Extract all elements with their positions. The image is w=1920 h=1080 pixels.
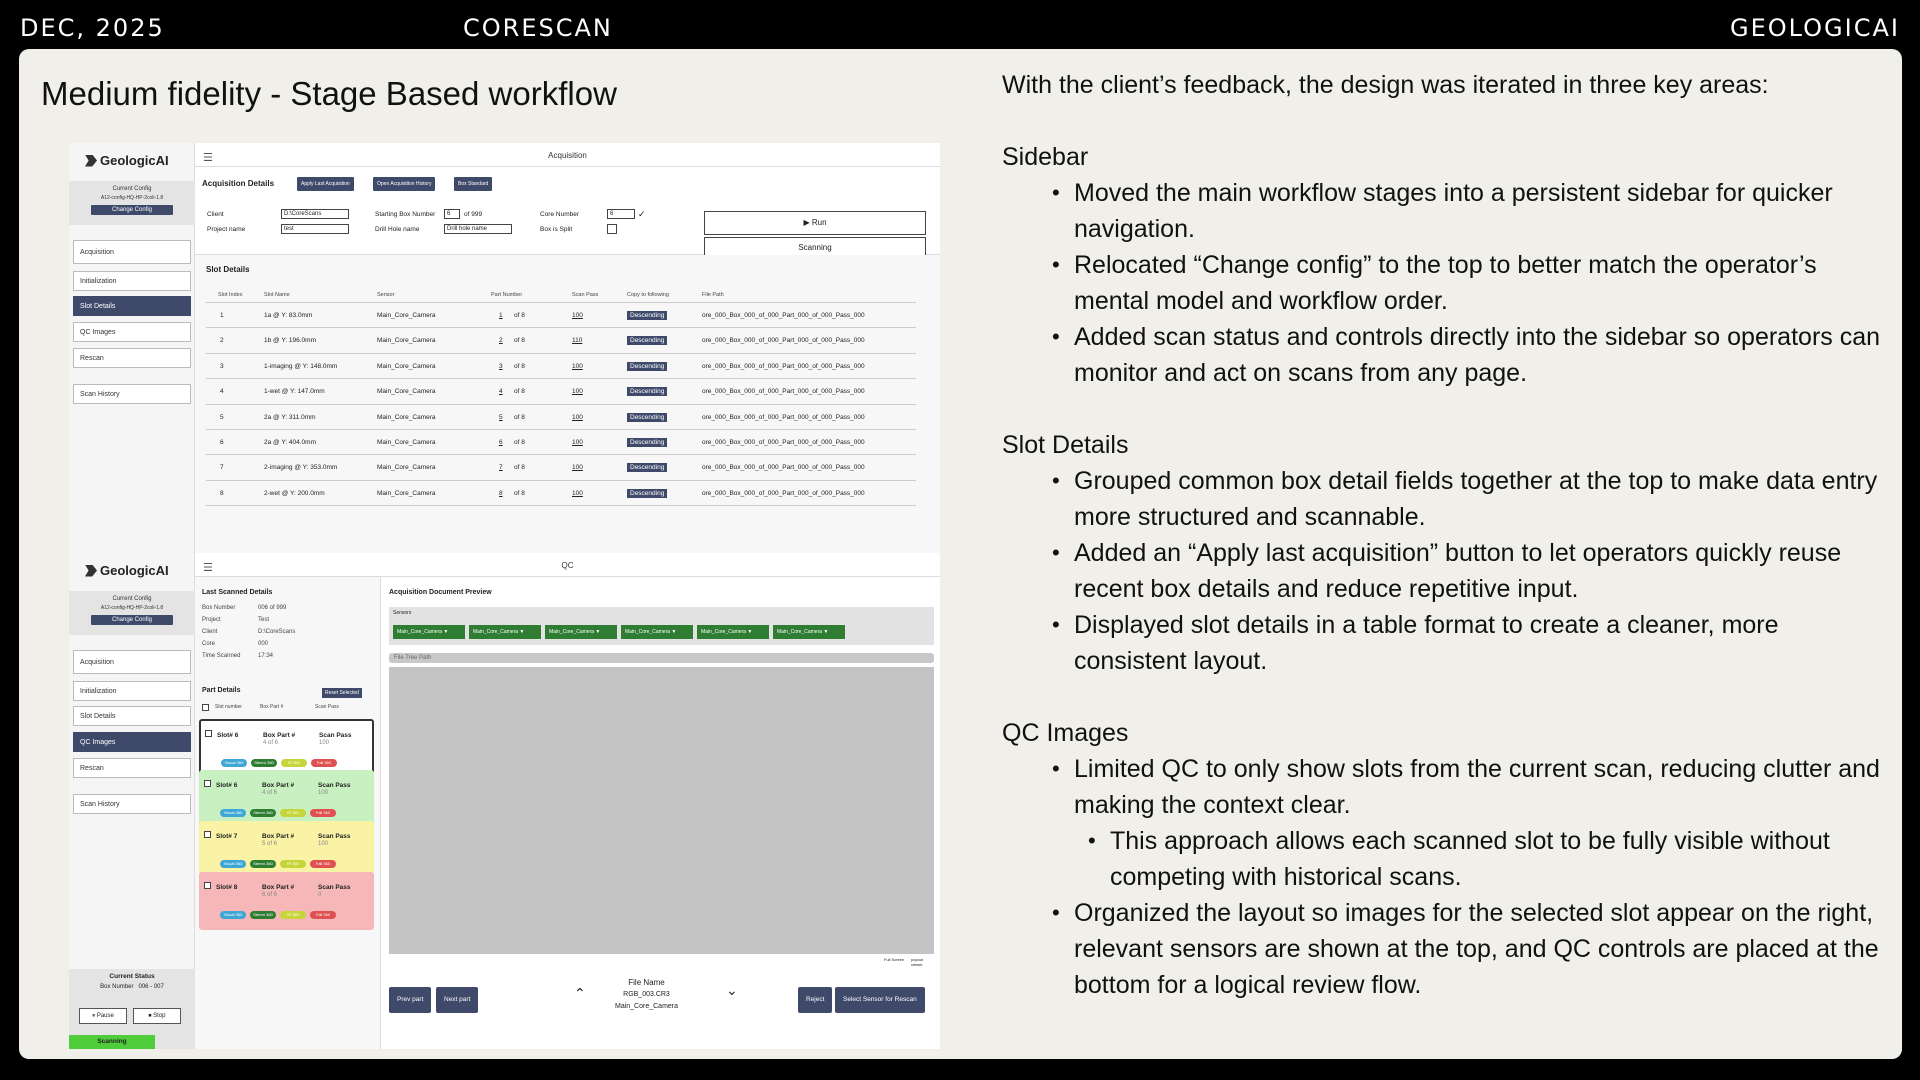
cell-scan-pass[interactable]: 100 — [572, 464, 583, 472]
sensor-dropdown[interactable] — [393, 625, 465, 639]
popout-viewer-button[interactable]: popout viewer — [911, 957, 924, 967]
col-part-number: Part Number — [491, 292, 523, 298]
chevron-down-icon[interactable]: ⌄ — [726, 982, 738, 998]
client-input[interactable]: D:\CoreScans — [281, 209, 349, 219]
notes-sections — [1002, 139, 1882, 1003]
menu-icon[interactable]: ☰ — [203, 152, 213, 164]
notes-column — [1002, 67, 1882, 1003]
cell-slot-name: 2-imaging @ Y: 353.0mm — [264, 464, 338, 472]
detail-core — [202, 641, 269, 647]
col-scan-pass: Scan Pass — [315, 704, 339, 710]
cell-file-path: ore_000_Box_000_of_000_Part_000_of_000_Pass_000 — [702, 312, 865, 319]
caret-down-icon: ▼ — [518, 629, 525, 635]
caret-down-icon: ▼ — [442, 629, 449, 635]
config-box — [69, 181, 195, 225]
part-checkbox[interactable] — [204, 780, 211, 787]
col-scan-pass: Scan Pass — [572, 292, 599, 298]
bullet-text: Limited QC to only show slots from the current scan, reducing clutter and making the context clear. — [1074, 755, 1880, 819]
sensor-chip[interactable]: Stereo 360 — [250, 911, 276, 919]
box-part-label: Box Part # — [262, 782, 295, 789]
bullet-text: Relocated “Change config” to the top to better match the operator’s mental model and workflow order. — [1074, 251, 1817, 315]
sensor-dropdown[interactable] — [621, 625, 693, 639]
scan-pass-label: Scan Pass — [318, 884, 351, 891]
menu-icon[interactable]: ☰ — [203, 562, 213, 574]
sub-bullet-list — [1110, 823, 1882, 895]
bullet-item — [1074, 535, 1882, 607]
brand-label: GEOLOGICAI — [1730, 14, 1900, 42]
table-body — [206, 303, 916, 506]
part-card[interactable] — [199, 872, 374, 930]
starting-box-label: Starting Box Number — [375, 211, 436, 218]
starting-box-of: of 999 — [464, 211, 483, 218]
table-row[interactable] — [206, 455, 916, 480]
bullet-list — [1074, 751, 1882, 1003]
sensor-chip[interactable]: Fall 360 — [310, 809, 336, 817]
file-tree-path[interactable]: File Tree Path — [389, 653, 934, 663]
slot-details-panel — [195, 255, 940, 553]
logo-text: GeologicAI — [100, 153, 169, 168]
logo — [85, 153, 169, 168]
col-slot-index: Slot Index — [218, 292, 243, 298]
scan-pass-label: Scan Pass — [318, 833, 351, 840]
sensor-chip[interactable]: Visual 360 — [220, 809, 246, 817]
sensor-chip[interactable]: Visual 360 — [220, 860, 246, 868]
drill-hole-label: Drill Hole name — [375, 226, 420, 233]
sensor-chips — [220, 860, 336, 868]
status-box — [69, 984, 195, 990]
bullet-text: Added scan status and controls directly into the sidebar so operators can monitor and act on scans from any page. — [1074, 323, 1881, 387]
next-part-button[interactable]: Next part — [436, 987, 478, 1013]
cell-file-path: ore_000_Box_000_of_000_Part_000_of_000_Pass_000 — [702, 413, 865, 421]
bullet-item — [1074, 463, 1882, 535]
cell-sensor: Main_Core_Camera — [377, 438, 436, 446]
table-row[interactable] — [206, 328, 916, 353]
cell-slot-name: 1-imaging @ Y: 148.0mm — [264, 362, 338, 370]
cell-sensor: Main_Core_Camera — [377, 388, 436, 396]
sensor-chip[interactable]: IR 360 — [280, 809, 306, 817]
status-box-value: 006 - 007 — [138, 984, 164, 990]
cell-part-of: of 8 — [514, 362, 525, 370]
detail-value: 000 — [258, 641, 269, 647]
box-part-label: Box Part # — [262, 884, 295, 891]
cell-slot-index: 3 — [220, 362, 224, 370]
box-part-value: 5 of 6 — [262, 841, 278, 847]
slot-label: Slot# 6 — [217, 732, 239, 739]
pause-button[interactable] — [79, 1008, 127, 1024]
sidebar-item-slot-details[interactable]: Slot Details — [73, 706, 191, 726]
bullet-text: Added an “Apply last acquisition” button to let operators quickly reuse recent box details and reduce repetitive input. — [1074, 539, 1842, 603]
preview-title: Acquisition Document Preview — [389, 589, 492, 596]
sensor-dropdown[interactable] — [469, 625, 541, 639]
cell-file-path: ore_000_Box_000_of_000_Part_000_of_000_Pass_000 — [702, 362, 865, 370]
cell-sensor: Main_Core_Camera — [377, 413, 436, 421]
caret-down-icon: ▼ — [594, 629, 601, 635]
sensor-chip[interactable]: Stereo 360 — [250, 809, 276, 817]
section-heading: Sidebar — [1002, 143, 1089, 171]
cell-part-of: of 8 — [514, 413, 525, 421]
sensors-label: Sensors — [393, 610, 412, 616]
cell-file-path: ore_000_Box_000_of_000_Part_000_of_000_Pass_000 — [702, 438, 865, 446]
part-card[interactable] — [199, 719, 374, 777]
sensor-name: Main_Core_Camera — [625, 629, 671, 635]
sensor-name: Main_Core_Camera — [701, 629, 747, 635]
sensor-chip[interactable]: IR 360 — [280, 911, 306, 919]
scan-pass-value: 0 — [318, 892, 322, 898]
detail-time-scanned — [202, 653, 274, 659]
full-screen-button[interactable]: Full Screen — [884, 957, 905, 962]
detail-value: Test — [258, 617, 270, 623]
cell-copy-following[interactable]: Descending — [627, 438, 667, 447]
cell-slot-index: 8 — [220, 489, 224, 497]
bullet-item — [1074, 751, 1882, 895]
config-box — [69, 591, 195, 635]
sensor-chip[interactable]: Stereo 360 — [250, 860, 276, 868]
caret-down-icon: ▼ — [746, 629, 753, 635]
bullet-item — [1074, 175, 1882, 247]
notes-section — [1002, 427, 1882, 679]
sensor-chip[interactable]: Fall 360 — [310, 911, 336, 919]
part-checkbox[interactable] — [204, 882, 211, 889]
reject-button[interactable]: Reject — [798, 987, 832, 1013]
sensor-chip[interactable]: IR 360 — [280, 860, 306, 868]
cell-slot-name: 2a @ Y: 311.0mm — [264, 413, 316, 421]
cell-slot-index: 4 — [220, 388, 224, 396]
cell-copy-following[interactable]: Descending — [627, 489, 667, 498]
sensor-chip[interactable]: Fall 360 — [311, 759, 337, 767]
sidebar-item-initialization[interactable]: Initialization — [73, 681, 191, 701]
logo-icon — [85, 565, 97, 577]
cell-sensor: Main_Core_Camera — [377, 464, 436, 472]
document-preview — [381, 577, 940, 1049]
bullet-text: Moved the main workflow stages into a persistent sidebar for quicker navigation. — [1074, 179, 1833, 243]
sidebar-item-qc-images[interactable]: QC Images — [73, 732, 191, 752]
table-row[interactable] — [206, 430, 916, 455]
select-all-checkbox[interactable] — [202, 704, 209, 711]
cell-part-of: of 8 — [514, 438, 525, 446]
box-standard-button[interactable]: Box Standard — [454, 177, 492, 191]
select-sensor-rescan-button[interactable]: Select Sensor for Rescan — [835, 987, 925, 1013]
detail-value: D:\CoreScans — [258, 629, 296, 635]
prev-part-button[interactable]: Prev part — [389, 987, 431, 1013]
col-slot-number: Slot number — [215, 704, 242, 710]
cell-part-of: of 8 — [514, 489, 525, 497]
sensor-dropdown[interactable] — [773, 625, 845, 639]
status-title: Current Status — [109, 973, 155, 980]
core-number-label: Core Number — [540, 211, 580, 218]
part-card[interactable] — [199, 770, 374, 828]
cell-slot-index: 6 — [220, 438, 224, 446]
cell-slot-name: 2a @ Y: 404.0mm — [264, 438, 317, 446]
caret-down-icon: ▼ — [822, 629, 829, 635]
cell-scan-pass[interactable]: 100 — [572, 312, 583, 319]
bullet-item — [1074, 895, 1882, 1003]
section-title: Acquisition Details — [202, 179, 275, 188]
sensor-name: Main_Core_Camera — [473, 629, 519, 635]
cell-slot-name: 1b @ Y: 196.0mm — [264, 337, 317, 345]
cell-slot-name: 1a @ Y: 83.0mm — [264, 312, 313, 319]
pause-icon: ⏸ — [92, 1013, 96, 1019]
part-card[interactable] — [199, 821, 374, 879]
sensor-name: Main_Core_Camera — [777, 629, 823, 635]
cell-part-number[interactable]: 2 — [499, 337, 503, 345]
last-scanned-title: Last Scanned Details — [202, 589, 273, 596]
detail-project — [202, 617, 270, 623]
box-split-label: Box is Split — [540, 226, 573, 233]
scan-pass-label: Scan Pass — [319, 732, 352, 739]
table-row[interactable] — [206, 379, 916, 404]
cell-scan-pass[interactable]: 110 — [572, 337, 583, 345]
acquisition-details — [195, 167, 940, 255]
sensor-dropdown[interactable] — [697, 625, 769, 639]
part-checkbox[interactable] — [204, 831, 211, 838]
section-heading: Slot Details — [1002, 431, 1129, 459]
file-name-value: RGB_003.CR3 — [623, 991, 670, 998]
stop-label: Stop — [153, 1013, 166, 1019]
bullet-list — [1074, 463, 1882, 679]
box-part-value: 4 of 6 — [263, 740, 279, 746]
config-value: A12-config-HQ-HP-2coli-1.8 — [100, 605, 164, 611]
slot-details-title: Slot Details — [206, 265, 250, 274]
cell-file-path: ore_000_Box_000_of_000_Part_000_of_000_Pass_000 — [702, 464, 865, 472]
cell-scan-pass[interactable]: 100 — [572, 413, 583, 421]
detail-key: Core — [202, 641, 216, 647]
change-config-button[interactable]: Change Config — [91, 205, 173, 215]
cell-scan-pass[interactable]: 100 — [572, 438, 583, 446]
sensor-chip[interactable]: Stereo 360 — [251, 759, 277, 767]
slide-title: Medium fidelity - Stage Based workflow — [41, 75, 617, 112]
cell-sensor: Main_Core_Camera — [377, 489, 436, 497]
cell-copy-following[interactable]: Descending — [627, 463, 667, 472]
sidebar — [69, 553, 195, 1049]
cell-slot-index: 7 — [220, 464, 224, 472]
detail-value: 17:34 — [258, 653, 274, 659]
cell-part-number[interactable]: 4 — [499, 388, 503, 396]
scan-pass-label: Scan Pass — [318, 782, 351, 789]
config-label: Current Config — [112, 186, 152, 192]
cell-slot-name: 1-wet @ Y: 147.0mm — [264, 388, 325, 396]
part-checkbox[interactable] — [205, 730, 212, 737]
detail-key: Box Number — [202, 605, 236, 611]
slot-label: Slot# 7 — [216, 833, 238, 840]
starting-box-input[interactable]: 6 — [444, 209, 460, 219]
cell-part-number[interactable]: 3 — [499, 362, 503, 370]
box-part-label: Box Part # — [263, 732, 296, 739]
detail-value: 006 of 999 — [258, 605, 287, 611]
client-label: Client — [207, 211, 224, 218]
qc-left-panel — [195, 577, 381, 1049]
caret-down-icon: ▼ — [670, 629, 677, 635]
chevron-up-icon[interactable]: ⌃ — [574, 985, 586, 1001]
sidebar-item-initialization[interactable]: Initialization — [73, 271, 191, 291]
sensor-chip[interactable]: IR 360 — [281, 759, 307, 767]
stop-button[interactable] — [133, 1008, 181, 1024]
box-part-value: 6 of 6 — [262, 892, 278, 898]
bullet-item — [1074, 247, 1882, 319]
cell-part-of: of 8 — [514, 388, 525, 396]
section-heading: QC Images — [1002, 719, 1129, 747]
pause-label: Pause — [96, 1013, 114, 1019]
sidebar-item-slot-details[interactable]: Slot Details — [73, 296, 191, 316]
qc-screen — [69, 553, 940, 1049]
scanning-button[interactable]: Scanning — [704, 237, 926, 259]
apply-last-acquisition-button[interactable]: Apply Last Acquisition — [297, 177, 354, 191]
col-file-path: File Path — [702, 292, 724, 298]
sensor-chips — [221, 759, 337, 767]
run-button[interactable]: ▶ Run — [704, 211, 926, 235]
sensor-dropdown[interactable] — [545, 625, 617, 639]
project-name-input[interactable]: test — [281, 224, 349, 234]
detail-key: Client — [202, 629, 218, 635]
bullet-item — [1074, 607, 1882, 679]
sidebar-item-scan-history[interactable]: Scan History — [73, 384, 191, 404]
scan-pass-value: 100 — [318, 841, 329, 847]
acquisition-screen — [69, 143, 940, 553]
cell-sensor: Main_Core_Camera — [377, 312, 436, 319]
drill-hole-input[interactable]: Drill hole name — [444, 224, 512, 234]
image-viewer[interactable] — [389, 667, 934, 954]
cell-slot-index: 5 — [220, 413, 224, 421]
cell-slot-name: 2-wet @ Y: 200.0mm — [264, 489, 325, 497]
sidebar-item-qc-images[interactable]: QC Images — [73, 322, 191, 342]
cell-copy-following[interactable]: Descending — [627, 336, 667, 345]
box-part-value: 4 of 6 — [262, 790, 278, 796]
file-name-label: File Name — [628, 978, 665, 987]
notes-section — [1002, 139, 1882, 391]
cell-copy-following[interactable]: Descending — [627, 387, 667, 396]
sensor-chips — [220, 809, 336, 817]
bullet-text: Grouped common box detail fields together at the top to make data entry more structured and scannable. — [1074, 467, 1878, 531]
table-header — [206, 287, 916, 303]
cell-slot-index: 1 — [220, 312, 224, 319]
sensor-chip[interactable]: Fall 360 — [310, 860, 336, 868]
core-number-input[interactable]: 6 — [607, 209, 635, 219]
sensor-chip[interactable]: Visual 360 — [220, 911, 246, 919]
cell-copy-following[interactable]: Descending — [627, 413, 667, 422]
cell-slot-index: 2 — [220, 337, 224, 345]
logo — [85, 563, 169, 578]
sensor-name: Main_Core_Camera — [397, 629, 443, 635]
cell-copy-following[interactable]: Descending — [627, 362, 667, 371]
sidebar-item-rescan[interactable]: Rescan — [73, 348, 191, 368]
detail-box-number — [202, 605, 287, 611]
box-split-checkbox[interactable] — [607, 224, 617, 234]
slot-label: Slot# 6 — [216, 782, 238, 789]
file-name-block — [599, 977, 694, 1013]
col-box-part: Box Part # — [260, 704, 284, 710]
cell-file-path: ore_000_Box_000_of_000_Part_000_of_000_Pass_000 — [702, 489, 865, 497]
cell-sensor: Main_Core_Camera — [377, 362, 436, 370]
cell-part-number[interactable]: 6 — [499, 438, 503, 446]
project-name-label: Project name — [207, 226, 246, 233]
notes-section — [1002, 715, 1882, 1003]
sub-bullet-item: • This approach allows each scanned slot to be fully visible without competing with historical scans. — [1110, 823, 1882, 895]
bullet-list — [1074, 175, 1882, 391]
box-part-label: Box Part # — [262, 833, 295, 840]
current-status — [69, 969, 195, 1049]
cell-sensor: Main_Core_Camera — [377, 337, 436, 345]
sensors-bar — [389, 607, 934, 645]
cell-file-path: ore_000_Box_000_of_000_Part_000_of_000_Pass_000 — [702, 337, 865, 345]
cell-part-number[interactable]: 1 — [499, 312, 503, 319]
cell-copy-following[interactable]: Descending — [627, 311, 667, 320]
detail-key: Time Scanned — [202, 653, 241, 659]
cell-part-of: of 8 — [514, 337, 525, 345]
config-value: A12-config-HQ-HP-2coli-1.8 — [100, 195, 164, 201]
scanning-status-badge: Scanning — [69, 1035, 155, 1049]
bullet-text: Displayed slot details in a table format to create a cleaner, more consistent layout. — [1074, 611, 1779, 675]
stop-icon: ⏹ — [148, 1013, 152, 1019]
logo-text: GeologicAI — [100, 563, 169, 578]
config-label: Current Config — [112, 596, 152, 602]
sensor-chips — [220, 911, 336, 919]
reset-selected-button[interactable]: Reset Selected — [322, 688, 362, 698]
cell-part-number[interactable]: 5 — [499, 413, 503, 421]
cell-part-of: of 8 — [514, 464, 525, 472]
sidebar-item-rescan[interactable]: Rescan — [73, 758, 191, 778]
status-box-label: Box Number — [100, 984, 134, 990]
sidebar — [69, 143, 195, 553]
change-config-button[interactable]: Change Config — [91, 615, 173, 625]
slot-table — [206, 287, 916, 506]
cell-part-number[interactable]: 8 — [499, 489, 503, 497]
table-row[interactable] — [206, 481, 916, 506]
detail-key: Project — [202, 617, 221, 623]
date-label: DEC, 2025 — [20, 14, 165, 42]
bullet-text: Organized the layout so images for the selected slot appear on the right, relevant sensors are shown at the top, and QC controls are placed at the bottom for a logical review flow. — [1074, 899, 1879, 999]
sidebar-item-acquisition[interactable]: Acquisition — [73, 240, 191, 264]
table-row[interactable] — [206, 405, 916, 430]
sidebar-item-acquisition[interactable]: Acquisition — [73, 650, 191, 674]
cell-scan-pass[interactable]: 100 — [572, 362, 583, 370]
cell-file-path: ore_000_Box_000_of_000_Part_000_of_000_Pass_000 — [702, 388, 865, 396]
table-row[interactable] — [206, 303, 916, 328]
file-sensor-value: Main_Core_Camera — [614, 1003, 679, 1010]
logo-icon — [85, 155, 97, 167]
page-title: Acquisition — [195, 143, 940, 167]
cell-part-of: of 8 — [514, 312, 525, 319]
page-title: QC — [195, 553, 940, 577]
detail-client — [202, 629, 296, 635]
cell-part-number[interactable]: 7 — [499, 464, 503, 472]
cell-scan-pass[interactable]: 100 — [572, 388, 583, 396]
slide-card — [19, 49, 1902, 1059]
scan-pass-value: 100 — [318, 790, 329, 796]
sensor-name: Main_Core_Camera — [549, 629, 595, 635]
slot-label: Slot# 8 — [216, 884, 238, 891]
open-acquisition-history-button[interactable]: Open Acquisition History — [373, 177, 435, 191]
top-bar — [0, 0, 1920, 50]
check-icon: ✓ — [638, 209, 646, 219]
project-label: CORESCAN — [463, 14, 613, 42]
scan-pass-value: 100 — [319, 740, 330, 746]
cell-scan-pass[interactable]: 100 — [572, 489, 583, 497]
col-sensor: Sensor — [377, 292, 395, 298]
col-slot-name: Slot Name — [264, 292, 290, 298]
bullet-item — [1074, 319, 1882, 391]
notes-intro: With the client’s feedback, the design was iterated in three key areas: — [1002, 71, 1769, 99]
sidebar-item-scan-history[interactable]: Scan History — [73, 794, 191, 814]
sensor-chip[interactable]: Visual 360 — [221, 759, 247, 767]
part-details-title: Part Details — [202, 687, 241, 694]
table-row[interactable] — [206, 354, 916, 379]
col-copy-following: Copy to following — [627, 292, 669, 298]
